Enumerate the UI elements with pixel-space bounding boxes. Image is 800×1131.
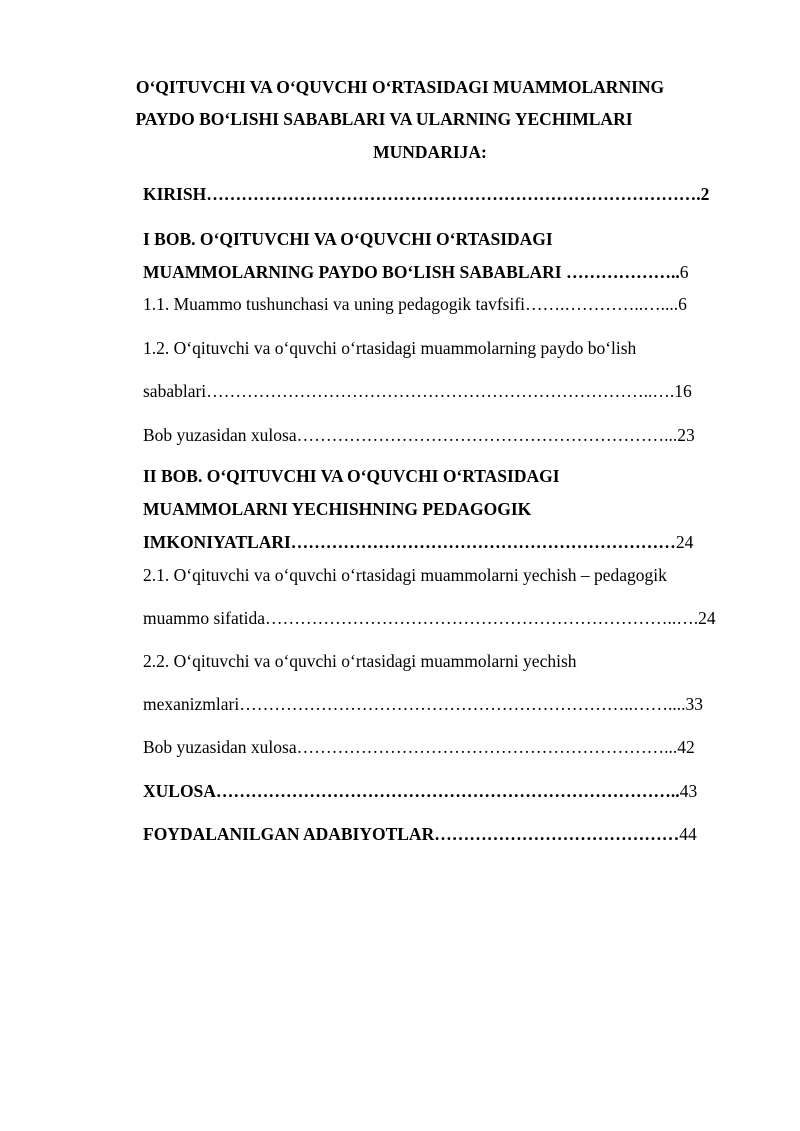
- toc-xulosa-page: 43: [679, 781, 698, 801]
- toc-xulosa-title: XULOSA……………………………………………………………………..: [143, 781, 680, 801]
- toc-references-title: FOYDALANILGAN ADABIYOTLAR……………………………………: [143, 824, 680, 844]
- toc-chapter-1-title: MUAMMOLARNING PAYDO BO‘LISH SABABLARI ………………..: [143, 262, 680, 282]
- toc-chapter-2-conclusion: Bob yuzasidan xulosa………………………………………………………...42: [143, 737, 695, 757]
- toc-chapter-2-line-3: [143, 531, 693, 553]
- toc-section-1-2-line-2: sabablari…………………………………………………………………..….16: [143, 381, 692, 401]
- toc-chapter-2-page: 24: [675, 532, 694, 552]
- toc-chapter-2-line-1: II BOB. O‘QITUVCHI VA O‘QUVCHI O‘RTASIDAGI: [143, 466, 560, 486]
- toc-entry-references: [143, 823, 697, 845]
- title-line-2: PAYDO BO‘LISHI SABABLARI VA ULARNING YECHIMLARI: [135, 109, 633, 129]
- title-line-1: O‘QITUVCHI VA O‘QUVCHI O‘RTASIDAGI MUAMMOLARNING: [135, 77, 665, 97]
- toc-chapter-1-page: 6: [679, 262, 689, 282]
- toc-heading: MUNDARIJA:: [373, 142, 487, 162]
- toc-section-2-1-line-1: 2.1. O‘qituvchi va o‘quvchi o‘rtasidagi muammolarni yechish – pedagogik: [143, 565, 667, 585]
- toc-references-page: 44: [679, 824, 697, 844]
- toc-section-2-2-line-1: 2.2. O‘qituvchi va o‘quvchi o‘rtasidagi muammolarni yechish: [143, 651, 577, 671]
- toc-entry-xulosa: [143, 780, 697, 802]
- toc-chapter-2-line-2: MUAMMOLARNI YECHISHNING PEDAGOGIK: [143, 499, 532, 519]
- toc-chapter-1-line-1: I BOB. O‘QITUVCHI VA O‘QUVCHI O‘RTASIDAGI: [143, 229, 553, 249]
- toc-entry-kirish: KIRISH………………………………………………………………………….2: [143, 184, 710, 204]
- toc-section-1-2-line-1: 1.2. O‘qituvchi va o‘quvchi o‘rtasidagi muammolarning paydo bo‘lish: [143, 338, 637, 358]
- toc-section-2-1-line-2: muammo sifatida……………………………………………………………..….24: [143, 608, 716, 628]
- toc-chapter-2-title: IMKONIYATLARI…………………………………………………………: [143, 532, 676, 552]
- toc-chapter-1-conclusion: Bob yuzasidan xulosa………………………………………………………...23: [143, 425, 695, 445]
- toc-section-1-1: 1.1. Muammo tushunchasi va uning pedagogik tavfsifi…….…………..…....6: [143, 294, 687, 314]
- toc-chapter-1-line-2: [143, 261, 688, 283]
- toc-section-2-2-line-2: mexanizmlari…………………………………………………………..……....33: [143, 694, 703, 714]
